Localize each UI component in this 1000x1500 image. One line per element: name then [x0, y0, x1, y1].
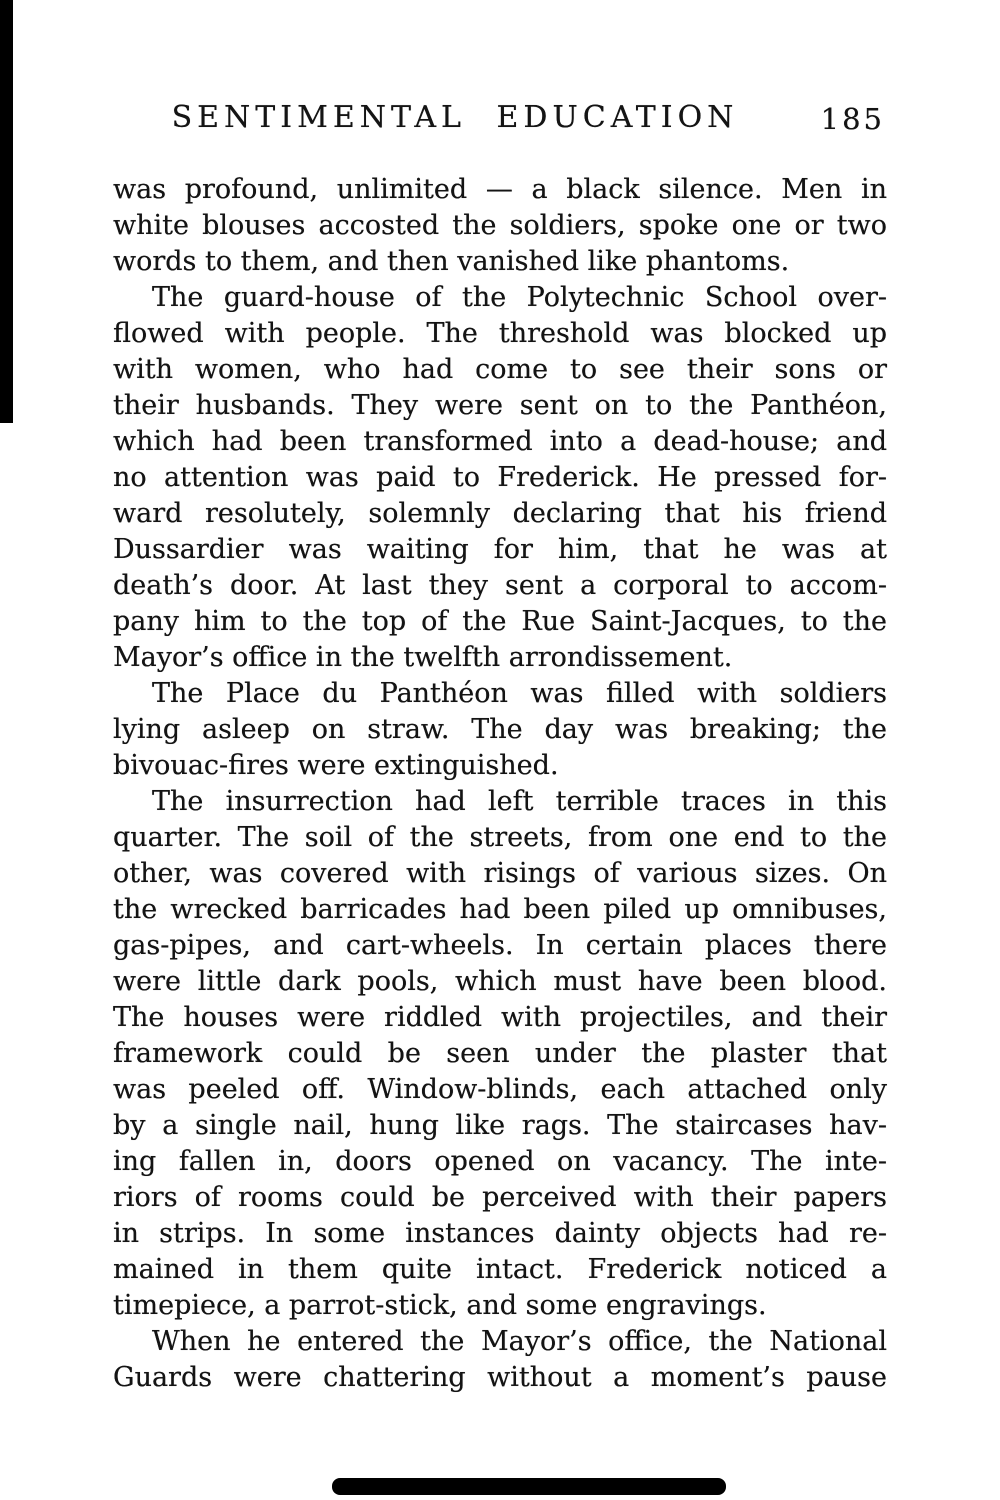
text-line: Dussardier was waiting for him, that he was at — [113, 534, 887, 565]
text-line: flowed with people. The threshold was blocked up — [113, 318, 887, 349]
text-line: quarter. The soil of the streets, from one end to the — [113, 822, 887, 853]
text-line: mained in them quite intact. Frederick noticed a — [113, 1254, 887, 1285]
left-edge-scan-mark — [0, 0, 13, 423]
text-line: Guards were chattering without a moment’s pause — [113, 1362, 887, 1393]
text-line: by a single nail, hung like rags. The staircases hav- — [113, 1110, 887, 1141]
text-line: no attention was paid to Frederick. He pressed for- — [113, 462, 887, 493]
text-line: ing fallen in, doors opened on vacancy. The inte- — [113, 1146, 887, 1177]
page-number: 185 — [820, 102, 885, 136]
text-line: with women, who had come to see their sons or — [113, 354, 887, 385]
text-line: The guard-house of the Polytechnic School over- — [152, 282, 887, 313]
text-line: their husbands. They were sent on to the Panthéon, — [113, 390, 887, 421]
text-line: framework could be seen under the plaster that — [113, 1038, 887, 1069]
bottom-scan-bar — [332, 1478, 726, 1495]
page-body — [113, 172, 887, 1396]
text-line: other, was covered with risings of various sizes. On — [113, 858, 887, 889]
text-line: lying asleep on straw. The day was breaking; the — [113, 714, 887, 745]
running-header — [113, 100, 887, 140]
text-line: was profound, unlimited — a black silence. Men in — [113, 174, 887, 205]
text-line: which had been transformed into a dead-house; and — [113, 426, 887, 457]
text-line: Mayor’s office in the twelfth arrondissement. — [113, 642, 733, 673]
text-line: riors of rooms could be perceived with their papers — [113, 1182, 887, 1213]
text-line: was peeled off. Window-blinds, each attached only — [113, 1074, 887, 1105]
text-line: the wrecked barricades had been piled up omnibuses, — [113, 894, 887, 925]
text-line: The houses were riddled with projectiles, and their — [113, 1002, 887, 1033]
text-line: The Place du Panthéon was filled with soldiers — [152, 678, 887, 709]
text-line: When he entered the Mayor’s office, the National — [152, 1326, 887, 1357]
text-line: The insurrection had left terrible traces in this — [152, 786, 887, 817]
text-line: ward resolutely, solemnly declaring that his friend — [113, 498, 887, 529]
page-title: SENTIMENTAL EDUCATION — [171, 100, 739, 135]
text-line: bivouac-fires were extinguished. — [113, 750, 559, 781]
text-line: death’s door. At last they sent a corporal to accom- — [113, 570, 887, 601]
text-line: words to them, and then vanished like phantoms. — [113, 246, 790, 277]
text-line: timepiece, a parrot-stick, and some engravings. — [113, 1290, 767, 1321]
text-line: white blouses accosted the soldiers, spoke one or two — [113, 210, 887, 241]
text-line: in strips. In some instances dainty objects had re- — [113, 1218, 887, 1249]
text-line: were little dark pools, which must have been blood. — [113, 966, 887, 997]
text-line: gas-pipes, and cart-wheels. In certain places there — [113, 930, 887, 961]
text-line: pany him to the top of the Rue Saint-Jacques, to the — [113, 606, 887, 637]
